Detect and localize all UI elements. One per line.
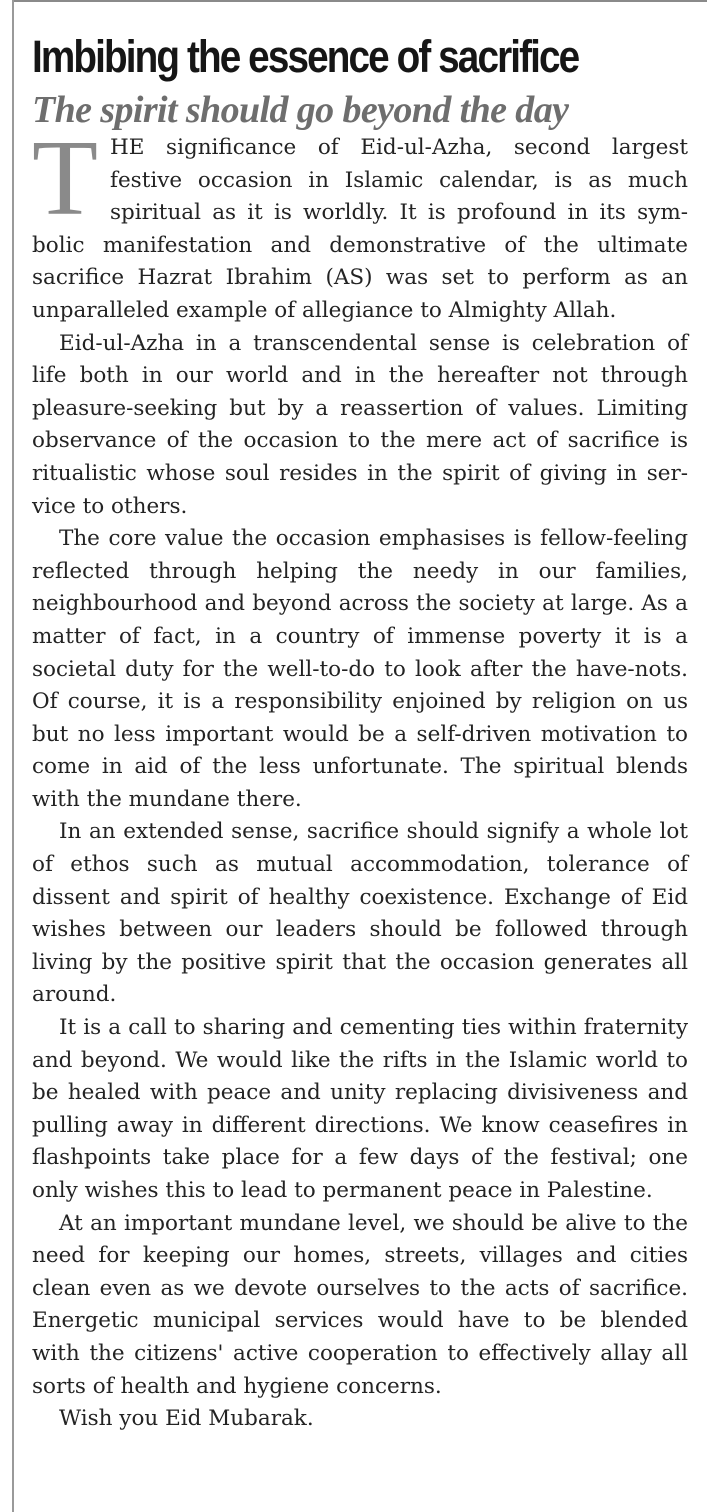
paragraph-3: The core value the occasion emphasises is fellow-feeling reflected through helping the needy in our families, neighbourhood and beyond across the society at large. As a matter of fact, in a country of immense poverty it is a societal duty for the well-to-do to look after the have-nots. Of course, it is a responsibility enjoined by religion on us but no less important would be a self-driven motivation to come in aid of the less unfortunate. The spiritual blends with the mundane there. — [32, 526, 688, 812]
left-column-rule — [12, 0, 14, 1512]
lead-paragraph-text: HE significance of Eid-ul-Azha, second largest festive occasion in Islamic calendar, is as much spiritual as it is worldly. It is profound in its symbolic manifestation and demonstrative of the ultimate sacrifice Hazrat Ibrahim (AS) was set to perform as an unparalleled example of allegiance to Almighty Allah. — [32, 135, 688, 323]
lead-paragraph — [32, 119, 688, 328]
drop-cap: T — [32, 119, 98, 238]
paragraph-5: It is a call to sharing and cementing ties within fraternity and beyond. We would like the rifts in the Islamic world to be healed with peace and unity replacing divisiveness and pulling away in different directions. We know ceasefires in flashpoints take place for a few days of the festival; one only wishes this to lead to permanent peace in Palestine. — [32, 1015, 688, 1203]
editorial-article — [32, 26, 688, 1436]
top-rule — [12, 0, 707, 2]
article-body — [32, 119, 688, 1436]
paragraph-2: Eid-ul-Azha in a transcendental sense is celebration of life both in our world and in the hereafter not through pleasure-seeking but by a reassertion of values. Limiting observance of the occasion to the mere act of sacrifice is ritualistic whose soul resides in the spirit of giving in service to others. — [32, 330, 688, 519]
closing-line: Wish you Eid Mubarak. — [59, 1406, 314, 1432]
paragraph-6: At an important mundane level, we should be alive to the need for keeping our homes, streets, villages and cities clean even as we devote ourselves to the acts of sacrifice. Energetic municipal services would have to be blended with the citizens' active cooperation to effectively allay all sorts of health and hygiene concerns. — [32, 1210, 688, 1399]
subheadline: The spirit should go beyond the day — [32, 89, 569, 131]
headline: Imbibing the essence of sacrifice — [32, 31, 579, 82]
paragraph-4: In an extended sense, sacrifice should signify a whole lot of ethos such as mutual accommodation, tolerance of dissent and spirit of healthy coexistence. Exchange of Eid wishes between our leaders should be followed through living by the positive spirit that the occasion generates all around. — [32, 819, 688, 1008]
